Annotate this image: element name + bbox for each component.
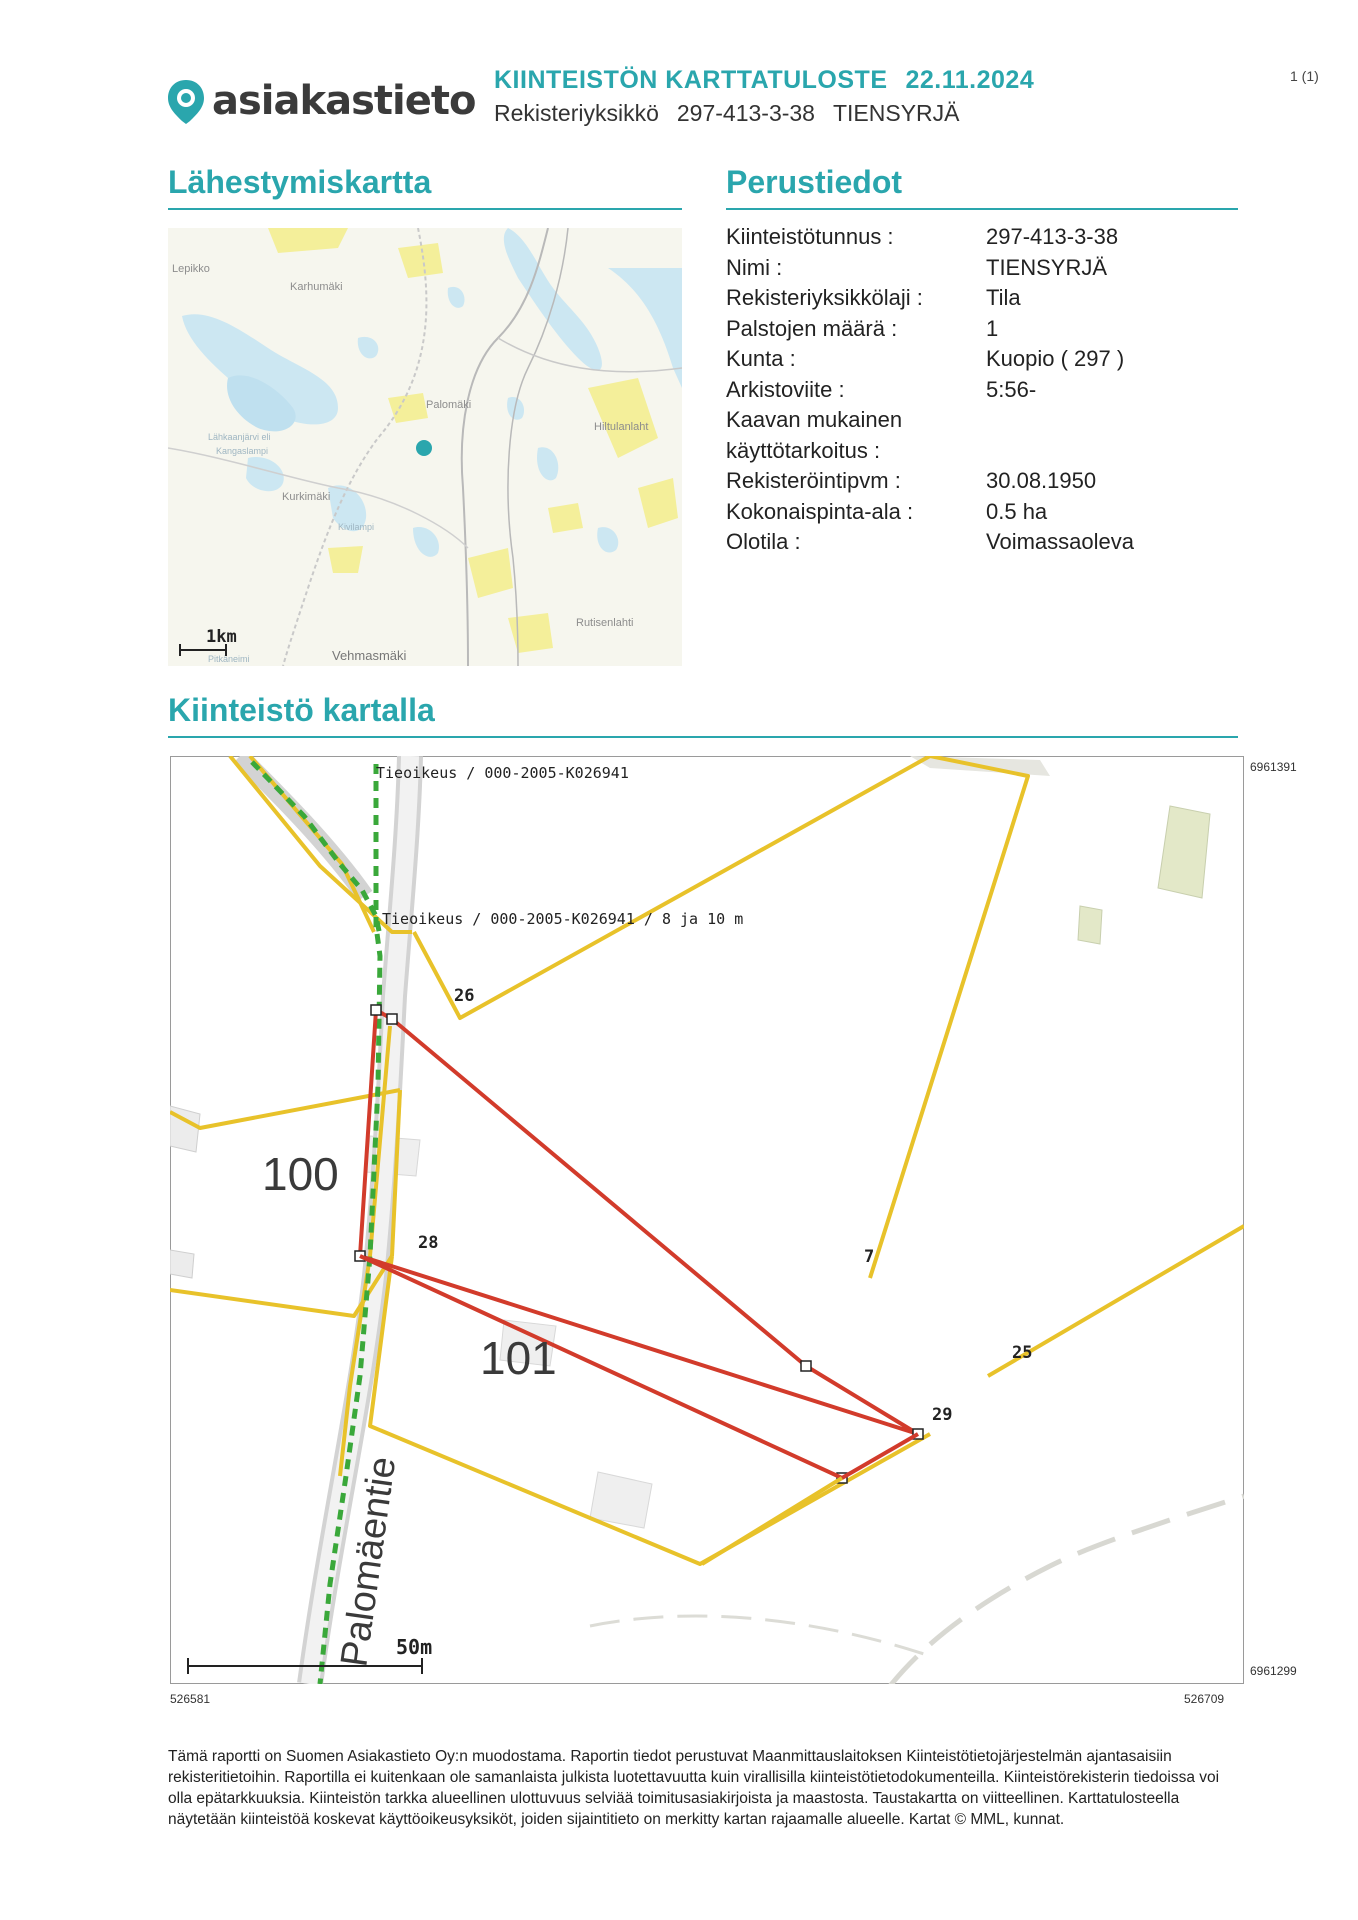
info-value: 1 (986, 315, 999, 341)
info-value: TIENSYRJÄ (986, 254, 1108, 280)
boundary-point-26 (387, 1014, 397, 1024)
info-value: 297-413-3-38 (986, 224, 1119, 249)
map-label-kurkimaki: Kurkimäki (282, 491, 331, 503)
info-value: Voimassaoleva (986, 529, 1134, 554)
report-date: 22.11.2024 (905, 66, 1035, 94)
approach-map (168, 228, 682, 666)
page-number: 1 (1) (1290, 68, 1319, 84)
info-value: Kuopio ( 297 ) (986, 346, 1125, 371)
coord-top-right: 6961391 (1250, 760, 1297, 774)
info-value: 30.08.1950 (986, 468, 1097, 493)
basic-info-rule (726, 208, 1238, 210)
info-label: Rekisteröintipvm : (726, 468, 901, 493)
info-label: Rekisteriyksikkölaji : (726, 285, 923, 310)
approach-map-rule (168, 208, 682, 210)
info-row (726, 316, 1246, 347)
info-value: Tila (986, 285, 1021, 310)
info-row (726, 224, 1246, 255)
info-row (726, 499, 1246, 530)
map-label-lahkaanjarvi: Lähkaanjärvi eli (208, 432, 271, 442)
point-label-28: 28 (418, 1233, 439, 1253)
info-label: Nimi : (726, 254, 783, 280)
coord-bottom-left: 526581 (170, 1692, 211, 1706)
report-subtitle (494, 100, 960, 127)
subtitle-name: TIENSYRJÄ (832, 100, 960, 126)
map-label-pitkaneimi: Pitkäneimi (208, 654, 250, 664)
info-row (726, 346, 1246, 377)
boundary-point-7 (801, 1361, 811, 1371)
info-label: Arkistoviite : (726, 376, 845, 402)
info-value: 5:56- (986, 376, 1037, 402)
map-label-karhumaki: Karhumäki (290, 281, 343, 293)
subtitle-label: Rekisteriyksikkö (494, 100, 659, 126)
map-label-kangaslampi: Kangaslampi (216, 446, 269, 456)
asiakastieto-logo (166, 78, 475, 124)
approach-scale-label: 1km (206, 627, 237, 647)
info-row (726, 377, 1246, 408)
property-scale-label: 50m (396, 1635, 433, 1659)
subtitle-id: 297-413-3-38 (676, 100, 815, 126)
disclaimer-text: Tämä raportti on Suomen Asiakastieto Oy:n muodostama. Raportin tiedot perustuvat Maanmittauslaitoksen Kiinteistötietojärjestelmän ajantasaisiin rekisteritietoihin. Raportilla ei kuitenkaan ole samanlaista julkista luotettavuutta kuin virallisilla kiinteistötietodokumenteilla. Kiinteistörekisterin tiedoissa voi olla epätarkkuuksia. Kiinteistön tarkka alueellinen ulottuvuus selviää toimitusasiakirjoista ja maastosta. Taustakartta on viitteellinen. Karttatulosteella näytetään kiinteistöä koskevat käyttöoikeusyksiköt, joiden sijaintitieto on merkitty kartan rajaamalle alueelle. Kartat © MML, kunnat. (168, 1748, 1220, 1828)
coord-bottom-right-x: 526709 (1184, 1692, 1225, 1706)
info-value: 0.5 ha (986, 498, 1048, 524)
parcel-label-100: 100 (262, 1148, 339, 1200)
map-label-kivilampi: Kivilampi (338, 522, 375, 532)
info-row (726, 407, 1246, 438)
logo-text: asiakastieto (212, 78, 476, 124)
info-row (726, 529, 1246, 560)
boundary-point-26a (371, 1005, 381, 1015)
info-label: Olotila : (726, 529, 801, 554)
map-label-lepikko: Lepikko (172, 263, 210, 275)
property-location-marker (416, 440, 432, 456)
info-label: Kiinteistötunnus : (726, 224, 894, 249)
location-pin-icon (166, 78, 206, 124)
easement-label-2: Tieoikeus / 000-2005-K026941 / 8 ja 10 m (382, 910, 744, 928)
info-row (726, 438, 1246, 469)
property-map-rule (168, 736, 1238, 738)
info-label: Palstojen määrä : (726, 315, 898, 341)
map-label-hiltulanlaht: Hiltulanlaht (594, 421, 649, 433)
road-name-label: Palomäentie (333, 1454, 405, 1670)
map-label-vehmasmaki: Vehmasmäki (332, 648, 407, 663)
point-label-7: 7 (864, 1247, 875, 1267)
map-label-rutisenlahti: Rutisenlahti (576, 617, 634, 629)
map-label-palomaki: Palomäki (426, 399, 472, 411)
basic-info-table (726, 224, 1246, 564)
info-label: Kunta : (726, 346, 796, 371)
info-row (726, 468, 1246, 499)
point-label-29: 29 (932, 1405, 953, 1425)
property-map-heading: Kiinteistö kartalla (168, 692, 435, 728)
property-map (170, 756, 1244, 1684)
basic-info-heading: Perustiedot (726, 164, 903, 200)
point-label-26: 26 (454, 986, 475, 1006)
report-title-text: KIINTEISTÖN KARTTATULOSTE (494, 66, 888, 94)
info-label: Kaavan mukainen (726, 407, 903, 432)
info-row (726, 255, 1246, 286)
point-label-25: 25 (1012, 1343, 1033, 1363)
report-title (494, 66, 1034, 95)
info-label: käyttötarkoitus : (726, 437, 881, 463)
info-label: Kokonaispinta-ala : (726, 498, 914, 524)
info-row (726, 285, 1246, 316)
approach-map-heading: Lähestymiskartta (168, 164, 432, 200)
easement-label-1: Tieoikeus / 000-2005-K026941 (376, 764, 629, 782)
parcel-label-101: 101 (480, 1332, 557, 1384)
coord-bottom-right: 6961299 (1250, 1664, 1297, 1678)
